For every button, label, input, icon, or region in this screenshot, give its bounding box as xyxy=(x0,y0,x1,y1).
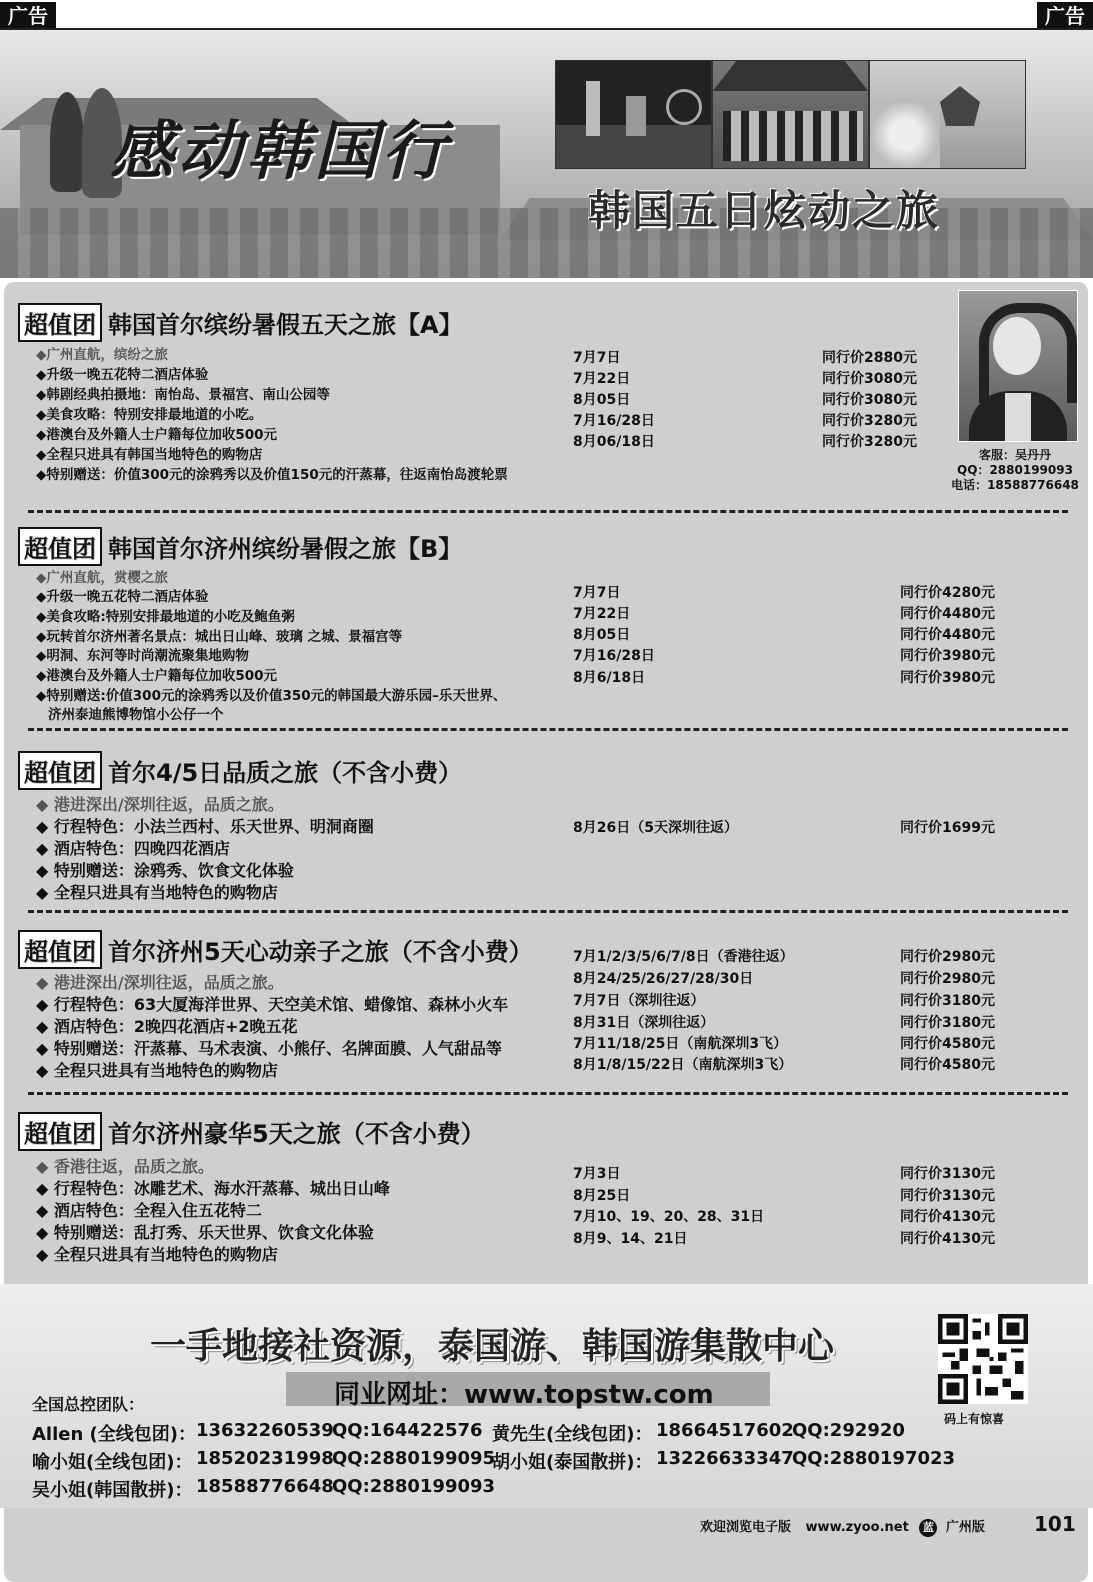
section-divider xyxy=(28,510,1068,513)
section-title-text: 韩国首尔缤纷暑假五天之旅【A】 xyxy=(108,311,463,339)
feature-line: ◆韩剧经典拍摄地：南怡岛、景福宫、南山公园等 xyxy=(36,387,330,403)
departure-date: 8月24/25/26/27/28/30日 xyxy=(573,971,754,987)
contact-qq[interactable]: QQ:2880199095 xyxy=(332,1448,496,1469)
feature-line: ◆明洞、东河等时尚潮流聚集地购物 xyxy=(36,648,249,664)
section-title-text: 韩国首尔济州缤纷暑假之旅【B】 xyxy=(108,535,463,563)
departure-date: 8月1/8/15/22日（南航深圳3飞） xyxy=(573,1057,793,1073)
trade-price: 同行价2980元 xyxy=(900,971,995,987)
feature-line: ◆港澳台及外籍人士户籍每位加收500元 xyxy=(36,668,278,684)
feature-line: ◆ 全程只进具有当地特色的购物店 xyxy=(36,1245,278,1264)
super-value-tag: 超值团 xyxy=(18,303,102,342)
feature-line: ◆ 香港往返，品质之旅。 xyxy=(36,1157,214,1176)
feature-line: ◆美食攻略:特别安排最地道的小吃及鲍鱼粥 xyxy=(36,609,295,625)
feature-line: ◆特别赠送:价值300元的涂鸦秀以及价值350元的韩国最大游乐园–乐天世界、 xyxy=(36,688,507,704)
super-value-tag: 超值团 xyxy=(18,751,102,790)
site-url[interactable]: www.zyoo.net xyxy=(805,1520,909,1535)
trade-price: 同行价4130元 xyxy=(900,1231,995,1247)
feature-line: ◆升级一晚五花特二酒店体验 xyxy=(36,367,209,383)
page-number: 101 xyxy=(1034,1512,1076,1536)
footer-slogan: 一手地接社资源，泰国游、韩国游集散中心 xyxy=(150,1325,835,1367)
trade-price: 同行价3980元 xyxy=(900,648,995,664)
brand-logo: 感动韩国行 xyxy=(110,114,450,189)
contact-name: 吴小姐(韩国散拼)： xyxy=(32,1480,193,1501)
photo-city-night xyxy=(555,60,712,169)
korean-doll-male-icon xyxy=(50,92,84,192)
feature-line: ◆ 全程只进具有当地特色的购物店 xyxy=(36,883,278,902)
departure-date: 7月16/28日 xyxy=(573,413,655,429)
contact-phone[interactable]: 13226633347 xyxy=(656,1448,794,1469)
agent-qq: QQ：2880199093 xyxy=(957,463,1073,477)
contact-phone[interactable]: 18588776648 xyxy=(196,1476,334,1497)
feature-line: ◆ 行程特色：冰雕艺术、海水汗蒸幕、城出日山峰 xyxy=(36,1179,390,1198)
feature-line: ◆美食攻略：特别安排最地道的小吃。 xyxy=(36,407,263,423)
feature-line: ◆广州直航，缤纷之旅 xyxy=(36,347,168,363)
agent-photo xyxy=(958,290,1078,442)
contact-name: 胡小姐(泰国散拼)： xyxy=(492,1452,653,1473)
website-link[interactable]: 同业网址：www.topstw.com xyxy=(334,1380,714,1410)
departure-date: 8月26日（5天深圳往返） xyxy=(573,820,738,836)
team-title: 全国总控团队： xyxy=(32,1395,145,1414)
ad-tag-left: 广告 xyxy=(0,2,56,32)
trade-price: 同行价3180元 xyxy=(900,1015,995,1031)
departure-date: 7月22日 xyxy=(573,371,631,387)
contact-phone[interactable]: 18664517602 xyxy=(656,1420,794,1441)
trade-price: 同行价4280元 xyxy=(900,585,995,601)
departure-date: 7月7日 xyxy=(573,350,621,366)
departure-date: 8月31日（深圳往返） xyxy=(573,1015,715,1031)
trade-price: 同行价3130元 xyxy=(900,1188,995,1204)
feature-line: ◆特别赠送：价值300元的涂鸦秀以及价值150元的汗蒸幕，往返南怡岛渡轮票 xyxy=(36,467,508,483)
feature-line: ◆ 港进深出/深圳往返，品质之旅。 xyxy=(36,795,284,814)
trade-price: 同行价2880元 xyxy=(822,350,917,366)
feature-line: 济州泰迪熊博物馆小公仔一个 xyxy=(48,707,224,723)
departure-date: 7月7日（深圳往返） xyxy=(573,993,705,1009)
feature-line: ◆ 行程特色：63大厦海洋世界、天空美术馆、蜡像馆、森林小火车 xyxy=(36,995,509,1014)
feature-line: ◆广州直航，赏樱之旅 xyxy=(36,570,168,586)
feature-line: ◆ 酒店特色：全程入住五花特二 xyxy=(36,1201,262,1220)
contact-qq[interactable]: QQ:292920 xyxy=(792,1420,905,1441)
feature-line: ◆ 特别赠送：涂鸦秀、饮食文化体验 xyxy=(36,861,294,880)
trade-price: 同行价3180元 xyxy=(900,993,995,1009)
trade-price: 同行价3080元 xyxy=(822,392,917,408)
feature-line: ◆ 特别赠送：汗蒸幕、马术表演、小熊仔、名牌面膜、人气甜品等 xyxy=(36,1039,502,1058)
feature-line: ◆ 酒店特色：四晚四花酒店 xyxy=(36,839,230,858)
contact-name: 喻小姐(全线包团)： xyxy=(32,1452,193,1473)
photo-cherry-blossom-castle xyxy=(869,60,1026,169)
section-title-a xyxy=(18,303,463,342)
departure-date: 8月05日 xyxy=(573,392,631,408)
section-title-b xyxy=(18,527,462,566)
section-title-c xyxy=(18,751,462,790)
contact-phone[interactable]: 13632260539 xyxy=(196,1420,334,1441)
feature-line: ◆ 行程特色：小法兰西村、乐天世界、明洞商圈 xyxy=(36,817,374,836)
feature-line: ◆全程只进具有韩国当地特色的购物店 xyxy=(36,447,263,463)
photo-palace-ceremony xyxy=(712,60,869,169)
super-value-tag: 超值团 xyxy=(18,527,102,566)
departure-date: 7月1/2/3/5/6/7/8日（香港往返） xyxy=(573,949,794,965)
departure-date: 8月9、14、21日 xyxy=(573,1231,688,1247)
feature-line: ◆ 特别赠送：乱打秀、乐天世界、饮食文化体验 xyxy=(36,1223,374,1242)
trade-price: 同行价1699元 xyxy=(900,820,995,836)
feature-line: ◆升级一晚五花特二酒店体验 xyxy=(36,589,209,605)
trade-price: 同行价4130元 xyxy=(900,1209,995,1225)
departure-date: 7月3日 xyxy=(573,1166,621,1182)
section-title-text: 首尔4/5日品质之旅（不含小费） xyxy=(108,759,463,787)
departure-date: 7月7日 xyxy=(573,585,621,601)
contact-phone[interactable]: 18520231998 xyxy=(196,1448,334,1469)
feature-line: ◆ 港进深出/深圳往返，品质之旅。 xyxy=(36,973,284,992)
tour-subtitle: 韩国五日炫动之旅 xyxy=(588,186,941,235)
trade-price: 同行价2980元 xyxy=(900,949,995,965)
contact-qq[interactable]: QQ:2880197023 xyxy=(792,1448,956,1469)
trade-price: 同行价3280元 xyxy=(822,434,917,450)
section-title-e xyxy=(18,1112,485,1151)
feature-line: ◆ 酒店特色：2晚四花酒店+2晚五花 xyxy=(36,1017,298,1036)
contact-qq[interactable]: QQ:164422576 xyxy=(332,1420,483,1441)
trade-price: 同行价4580元 xyxy=(900,1036,995,1052)
edition-label: 广州版 xyxy=(945,1520,985,1535)
contact-qq[interactable]: QQ:2880199093 xyxy=(332,1476,496,1497)
departure-date: 7月11/18/25日（南航深圳3飞） xyxy=(573,1036,788,1052)
feature-line: ◆玩转首尔济州著名景点：城出日山峰、玻璃 之城、景福宫等 xyxy=(36,629,403,645)
departure-date: 8月6/18日 xyxy=(573,670,646,686)
feature-line: ◆港澳台及外籍人士户籍每位加收500元 xyxy=(36,427,278,443)
welcome-text: 欢迎浏览电子版 xyxy=(700,1520,792,1535)
agent-name: 客服：吴丹丹 xyxy=(978,448,1051,462)
trade-price: 同行价3980元 xyxy=(900,670,995,686)
contact-name: 黄先生(全线包团)： xyxy=(492,1424,653,1445)
trade-price: 同行价4480元 xyxy=(900,606,995,622)
super-value-tag: 超值团 xyxy=(18,930,102,969)
trade-price: 同行价4480元 xyxy=(900,627,995,643)
qr-code-icon[interactable] xyxy=(938,1314,1028,1404)
ad-tag-right: 广告 xyxy=(1037,2,1093,32)
agent-phone: 电话：18588776648 xyxy=(951,478,1079,492)
section-title-d xyxy=(18,930,533,969)
bottom-info xyxy=(700,1516,985,1537)
super-value-tag: 超值团 xyxy=(18,1112,102,1151)
departure-date: 7月16/28日 xyxy=(573,648,655,664)
section-divider xyxy=(28,910,1068,913)
section-divider xyxy=(28,1092,1068,1095)
feature-line: ◆ 全程只进具有当地特色的购物店 xyxy=(36,1061,278,1080)
trade-price: 同行价4580元 xyxy=(900,1057,995,1073)
section-title-text: 首尔济州豪华5天之旅（不含小费） xyxy=(108,1120,485,1148)
qr-caption: 码上有惊喜 xyxy=(944,1412,1005,1426)
section-divider xyxy=(28,728,1068,731)
departure-date: 8月25日 xyxy=(573,1188,631,1204)
trade-price: 同行价3280元 xyxy=(822,413,917,429)
trade-price: 同行价3130元 xyxy=(900,1166,995,1182)
departure-date: 7月22日 xyxy=(573,606,631,622)
trade-price: 同行价3080元 xyxy=(822,371,917,387)
section-title-text: 首尔济州5天心动亲子之旅（不含小费） xyxy=(108,938,533,966)
contact-name: Allen (全线包团)： xyxy=(32,1424,197,1445)
departure-date: 8月06/18日 xyxy=(573,434,655,450)
badge-icon: 蓝 xyxy=(919,1519,937,1537)
departure-date: 7月10、19、20、28、31日 xyxy=(573,1209,765,1225)
departure-date: 8月05日 xyxy=(573,627,631,643)
